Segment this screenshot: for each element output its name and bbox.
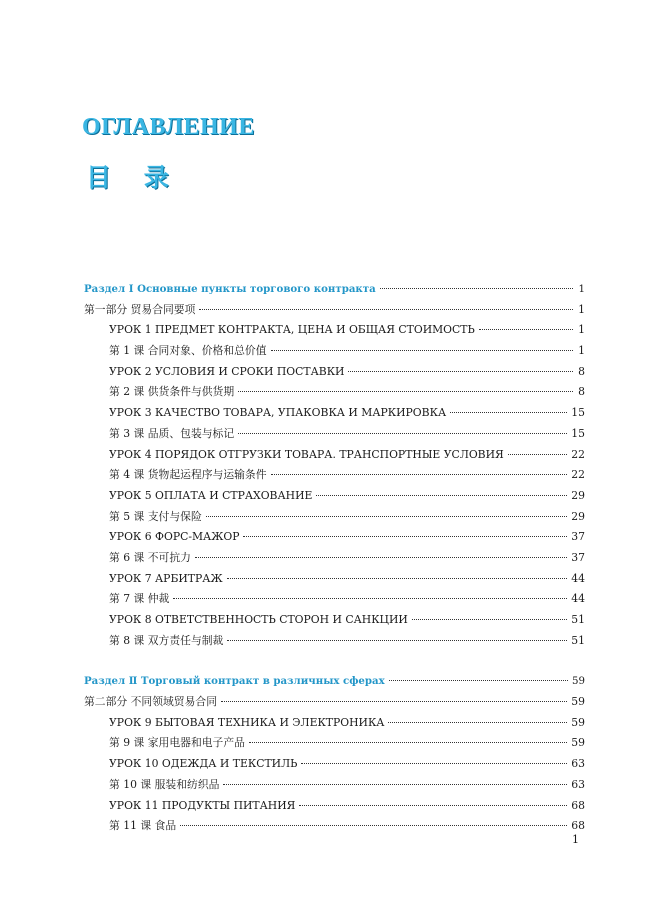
- toc-entry-page: 59: [572, 676, 585, 688]
- toc-entry-label: УРОК 7 АРБИТРАЖ: [109, 571, 223, 585]
- dot-leader: [348, 371, 573, 372]
- dot-leader: [180, 825, 567, 826]
- dot-leader: [388, 722, 567, 723]
- toc-entry-lesson[interactable]: [84, 362, 585, 383]
- dot-leader: [227, 640, 567, 641]
- dot-leader: [299, 805, 567, 806]
- toc-entry-page: 63: [571, 777, 585, 791]
- toc-entry-lesson[interactable]: [84, 403, 585, 424]
- toc-entry-label: 第 10 课 服装和纺织品: [109, 777, 220, 791]
- toc-entry-lesson[interactable]: [84, 486, 585, 507]
- toc-entry-lesson[interactable]: [84, 610, 585, 631]
- toc-entry-lesson[interactable]: [84, 569, 585, 590]
- dot-leader: [223, 784, 567, 785]
- toc-entry-label: 第 5 课 支付与保险: [109, 509, 202, 523]
- dot-leader: [316, 495, 567, 496]
- toc-entry-lesson[interactable]: [84, 320, 585, 341]
- dot-leader: [199, 309, 573, 310]
- toc-entry-page: 44: [571, 592, 585, 606]
- toc-entry-section[interactable]: [84, 671, 585, 692]
- toc-entry-page: 22: [571, 447, 585, 461]
- toc-entry-page: 29: [571, 488, 585, 502]
- toc-entry-label: УРОК 11 ПРОДУКТЫ ПИТАНИЯ: [109, 798, 296, 812]
- dot-leader: [249, 742, 567, 743]
- toc-entry-label: УРОК 10 ОДЕЖДА И ТЕКСТИЛЬ: [109, 757, 298, 771]
- toc-entry-label: 第 9 课 家用电器和电子产品: [109, 736, 245, 750]
- page-number: 1: [572, 833, 579, 846]
- toc-entry-part[interactable]: [84, 300, 585, 321]
- dot-leader: [301, 763, 567, 764]
- toc-entry-label: 第 2 课 供货条件与供货期: [109, 385, 235, 399]
- toc-entry-lesson[interactable]: [84, 424, 585, 445]
- toc-entry-label: УРОК 4 ПОРЯДОК ОТГРУЗКИ ТОВАРА. ТРАНСПОРТНЫЕ УСЛОВИЯ: [109, 447, 504, 461]
- toc-entry-page: 51: [571, 613, 585, 626]
- toc-entry-label: УРОК 6 ФОРС-МАЖОР: [109, 530, 240, 544]
- toc-entry-lesson[interactable]: [84, 341, 585, 362]
- toc-entry-label: 第 8 课 双方责任与制裁: [109, 633, 224, 647]
- toc-entry-label: 第 3 课 品质、包装与标记: [109, 426, 235, 440]
- toc-entry-label: 第一部分 贸易合同要项: [84, 302, 196, 316]
- toc-entry-page: 37: [571, 550, 585, 564]
- toc-entry-lesson[interactable]: [84, 733, 585, 754]
- toc-entry-lesson[interactable]: [84, 631, 585, 652]
- toc-entry-label: Раздел Ⅱ Торговый контракт в различных сферах: [84, 675, 385, 688]
- toc-entry-lesson[interactable]: [84, 816, 585, 837]
- toc-entry-label: 第二部分 不同领域贸易合同: [84, 695, 217, 709]
- dot-leader: [412, 619, 567, 620]
- toc-entry-page: 1: [578, 302, 585, 316]
- dot-leader: [227, 578, 568, 579]
- toc-entry-page: 1: [578, 284, 585, 295]
- dot-leader: [221, 701, 567, 702]
- toc-entry-page: 59: [571, 715, 585, 729]
- toc-entry-page: 37: [571, 530, 585, 544]
- toc-entry-lesson[interactable]: [84, 507, 585, 528]
- toc-entry-label: 第 6 课 不可抗力: [109, 550, 191, 564]
- toc-entry-lesson[interactable]: [84, 589, 585, 610]
- toc-entry-page: 8: [578, 364, 585, 378]
- toc-entry-page: 51: [571, 633, 585, 647]
- toc-entry-label: 第 7 课 仲裁: [109, 592, 170, 606]
- toc-entry-lesson[interactable]: [84, 382, 585, 403]
- toc-entry-page: 59: [571, 736, 585, 750]
- toc-entry-label: УРОК 8 ОТВЕТСТВЕННОСТЬ СТОРОН И САНКЦИИ: [109, 613, 408, 626]
- toc-entry-label: 第 4 课 货物起运程序与运输条件: [109, 468, 267, 482]
- dot-leader: [271, 474, 568, 475]
- dot-leader: [479, 329, 573, 330]
- dot-leader: [173, 598, 567, 599]
- dot-leader: [238, 433, 567, 434]
- dot-leader: [271, 350, 573, 351]
- dot-leader: [389, 680, 568, 681]
- toc-entry-page: 68: [571, 798, 585, 812]
- toc-entry-label: УРОК 5 ОПЛАТА И СТРАХОВАНИЕ: [109, 488, 313, 502]
- toc-entry-label: УРОК 3 КАЧЕСТВО ТОВАРА, УПАКОВКА И МАРКИРОВКА: [109, 406, 447, 420]
- toc-entry-page: 59: [571, 695, 585, 709]
- toc-entry-lesson[interactable]: [84, 465, 585, 486]
- toc-entry-page: 63: [571, 757, 585, 771]
- toc-entry-section[interactable]: [84, 279, 585, 300]
- toc-entry-label: УРОК 9 БЫТОВАЯ ТЕХНИКА И ЭЛЕКТРОНИКА: [109, 715, 385, 729]
- toc-entry-lesson[interactable]: [84, 796, 585, 817]
- dot-leader: [206, 516, 568, 517]
- toc-entry-page: 1: [578, 323, 585, 337]
- dot-leader: [450, 412, 567, 413]
- toc-entry-label: УРОК 2 УСЛОВИЯ И СРОКИ ПОСТАВКИ: [109, 364, 345, 378]
- toc-entry-page: 15: [571, 426, 585, 440]
- dot-leader: [243, 536, 567, 537]
- dot-leader: [195, 557, 567, 558]
- toc-entry-page: 1: [578, 344, 585, 358]
- table-of-contents: [84, 279, 585, 837]
- toc-entry-lesson[interactable]: [84, 527, 585, 548]
- toc-entry-lesson[interactable]: [84, 775, 585, 796]
- toc-entry-lesson[interactable]: [84, 754, 585, 775]
- toc-entry-lesson[interactable]: [84, 548, 585, 569]
- toc-entry-lesson[interactable]: [84, 445, 585, 466]
- toc-entry-lesson[interactable]: [84, 713, 585, 734]
- toc-entry-page: 68: [571, 819, 585, 833]
- toc-entry-page: 44: [571, 571, 585, 585]
- toc-entry-page: 29: [571, 509, 585, 523]
- dot-leader: [238, 391, 573, 392]
- toc-entry-label: 第 1 课 合同对象、价格和总价值: [109, 344, 267, 358]
- toc-entry-part[interactable]: [84, 692, 585, 713]
- dot-leader: [508, 454, 568, 455]
- toc-entry-page: 8: [578, 385, 585, 399]
- page-title-zh: 目 录: [86, 163, 181, 192]
- toc-entry-page: 22: [571, 468, 585, 482]
- dot-leader: [380, 288, 573, 289]
- page-title-ru: ОГЛАВЛЕНИЕ: [82, 114, 255, 140]
- toc-entry-page: 15: [571, 406, 585, 420]
- toc-entry-label: 第 11 课 食品: [109, 819, 177, 833]
- toc-entry-label: Раздел Ⅰ Основные пункты торгового контракта: [84, 283, 376, 295]
- toc-entry-label: УРОК 1 ПРЕДМЕТ КОНТРАКТА, ЦЕНА И ОБЩАЯ СТОИМОСТЬ: [109, 323, 475, 337]
